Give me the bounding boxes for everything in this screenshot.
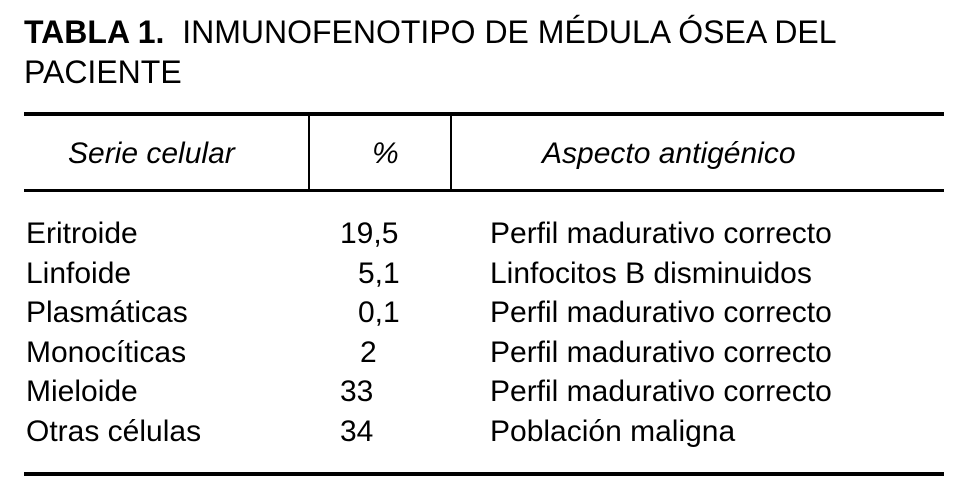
- cell-aspecto: Perfil madurativo correcto: [490, 335, 832, 369]
- cell-serie: Plasmáticas: [26, 296, 188, 329]
- header-divider-2: [450, 116, 452, 189]
- header-serie-celular: Serie celular: [68, 137, 235, 170]
- table-row: [24, 333, 944, 373]
- bottom-rule: [24, 472, 944, 476]
- cell-serie: Eritroide: [26, 217, 138, 250]
- table-body: [24, 214, 944, 451]
- cell-aspecto: Población maligna: [490, 414, 736, 448]
- cell-serie: Otras células: [26, 414, 202, 448]
- table-title: [24, 12, 924, 92]
- cell-serie: Linfoide: [26, 256, 132, 290]
- table-caption: INMUNOFENOTIPO DE MÉDULA ÓSEA DEL PACIENTE: [24, 14, 836, 90]
- cell-aspecto: Perfil madurativo correcto: [490, 217, 832, 250]
- header-rule: [24, 189, 944, 192]
- table-row: [24, 214, 944, 254]
- cell-percent: 0,1: [358, 296, 400, 329]
- cell-serie: Monocíticas: [26, 335, 187, 369]
- cell-percent: 34: [340, 414, 374, 448]
- top-rule: [24, 112, 944, 116]
- cell-aspecto: Linfocitos B disminuidos: [490, 256, 812, 290]
- header-divider-1: [308, 116, 310, 189]
- header-aspecto-antigenico: Aspecto antigénico: [542, 137, 796, 170]
- table-row: [24, 254, 944, 294]
- cell-percent: 19,5: [340, 217, 399, 250]
- table-row: [24, 372, 944, 412]
- header-percent: %: [372, 137, 399, 170]
- table-row: [24, 293, 944, 333]
- table-number-label: TABLA 1.: [24, 14, 165, 50]
- cell-aspecto: Perfil madurativo correcto: [490, 375, 832, 408]
- cell-percent: 5,1: [358, 256, 400, 290]
- cell-percent: 33: [340, 375, 374, 408]
- cell-percent: 2: [360, 335, 377, 369]
- cell-serie: Mieloide: [26, 375, 138, 408]
- table-row: [24, 412, 944, 452]
- cell-aspecto: Perfil madurativo correcto: [490, 296, 832, 329]
